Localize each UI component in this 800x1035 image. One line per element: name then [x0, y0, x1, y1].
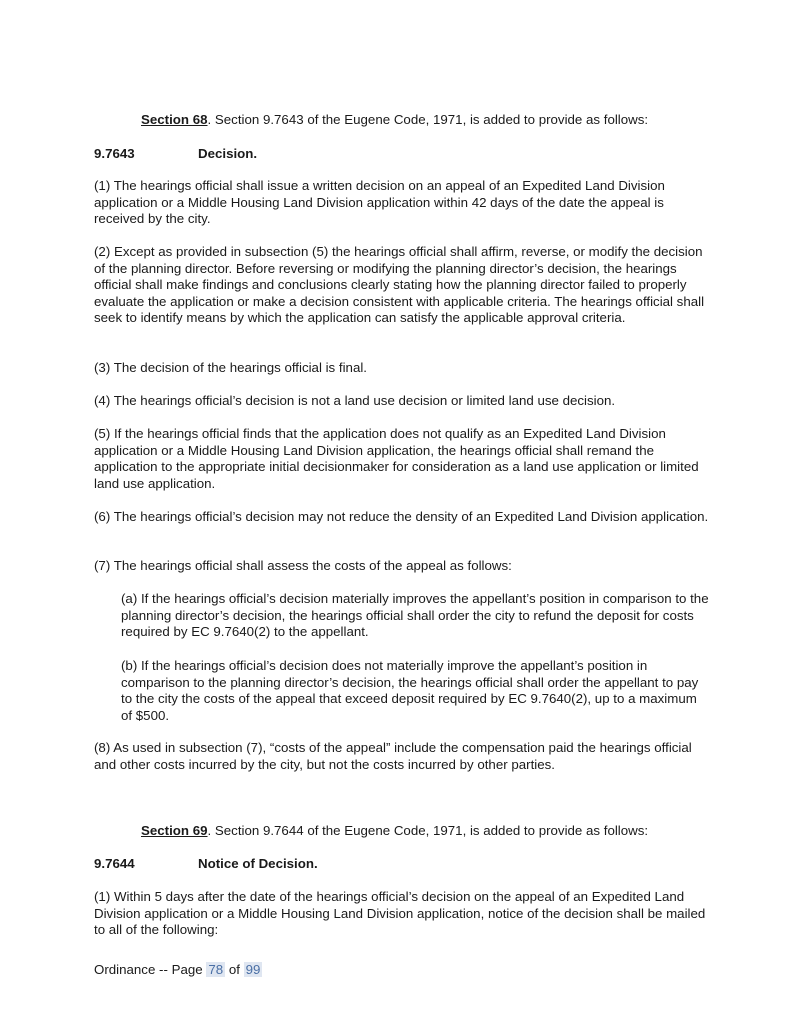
code-title: Notice of Decision.	[198, 856, 318, 871]
page-number: 78	[208, 962, 224, 977]
subparagraph-b: (b) If the hearings official’s decision does not materially improve the appellant’s position in comparison to the planning director’s decision, the hearings official shall order the appellant to pay to the city the costs of the appeal that exceed deposit required by EC 9.7640(2), up to a maximum of $500.	[121, 658, 699, 723]
paragraph-1: (1) The hearings official shall issue a written decision on an appeal of an Expedited Land Division application or a Middle Housing Land Division application within 42 days of the date the appeal is received by the city.	[94, 178, 665, 227]
code-heading-9-7644	[94, 856, 318, 873]
section-69-label: Section 69	[141, 823, 208, 838]
code-title: Decision.	[198, 146, 258, 161]
footer-prefix: Ordinance -- Page	[94, 962, 207, 977]
section-69-intro	[141, 823, 648, 840]
paragraph-3: (3) The decision of the hearings official is final.	[94, 360, 367, 375]
paragraph-8: (8) As used in subsection (7), “costs of the appeal” include the compensation paid the hearings official and other costs incurred by the city, but not the costs incurred by other parties.	[94, 740, 692, 772]
paragraph-5: (5) If the hearings official finds that the application does not qualify as an Expedited Land Division application or a Middle Housing Land Division application, the hearings official shall remand the application to the appropriate initial decisionmaker for consideration as a land use application or limited land use application.	[94, 426, 699, 491]
section-69-text: . Section 9.7644 of the Eugene Code, 1971, is added to provide as follows:	[207, 823, 649, 838]
paragraph-2: (2) Except as provided in subsection (5) the hearings official shall affirm, reverse, or modify the decision of the planning director. Before reversing or modifying the planning director’s decision, the hearings official shall make findings and conclusions clearly stating how the planning director failed to properly evaluate the application or make a decision consistent with applicable criteria. The hearings official shall seek to identify means by which the application can satisfy the applicable approval criteria.	[94, 244, 705, 326]
footer-of: of	[225, 962, 244, 977]
paragraph-notice-1: (1) Within 5 days after the date of the hearings official’s decision on the appeal of an Expedited Land Division application or a Middle Housing Land Division application, notice of the decision shall be mailed to all of the following:	[94, 889, 706, 938]
section-68-intro	[141, 112, 648, 129]
paragraph-4: (4) The hearings official’s decision is not a land use decision or limited land use decision.	[94, 393, 616, 408]
paragraph-7: (7) The hearings official shall assess the costs of the appeal as follows:	[94, 558, 512, 573]
page-footer	[94, 962, 262, 979]
code-number: 9.7643	[94, 146, 135, 161]
section-68-text: . Section 9.7643 of the Eugene Code, 1971, is added to provide as follows:	[207, 112, 649, 127]
section-68-label: Section 68	[141, 112, 208, 127]
paragraph-6: (6) The hearings official’s decision may not reduce the density of an Expedited Land Division application.	[94, 509, 709, 524]
code-number: 9.7644	[94, 856, 135, 871]
subparagraph-a: (a) If the hearings official’s decision materially improves the appellant’s position in comparison to the planning director’s decision, the hearings official shall order the city to refund the deposit for costs required by EC 9.7640(2) to the appellant.	[121, 591, 709, 640]
page-total: 99	[245, 962, 261, 977]
code-heading-9-7643	[94, 146, 257, 163]
